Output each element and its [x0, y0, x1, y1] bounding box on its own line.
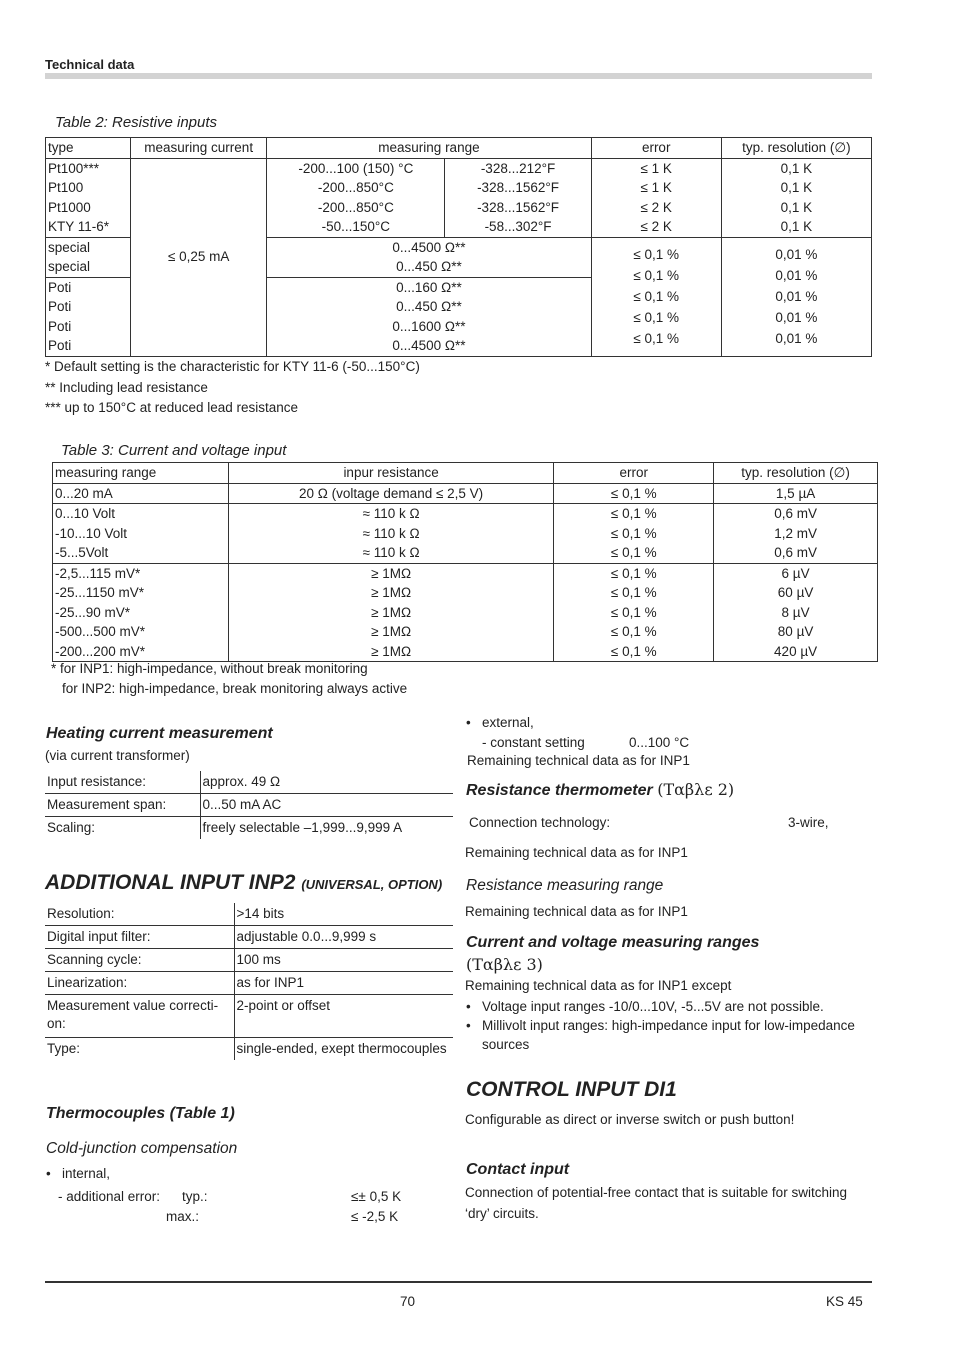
conn-value: 3-wire,	[788, 815, 829, 830]
t3-h-range: measuring range	[53, 463, 229, 484]
typ-label: typ.:	[182, 1189, 208, 1204]
external-bullet: • external,	[482, 713, 534, 732]
t3-cell: ≥ 1MΩ	[371, 624, 412, 639]
heating-row	[45, 771, 453, 794]
table3	[52, 462, 878, 662]
t3-cell: ≥ 1MΩ	[371, 585, 412, 600]
t2-range-poti	[267, 277, 591, 356]
t3-cell: ≤ 0,1 %	[610, 506, 657, 521]
inp2-row	[45, 949, 453, 972]
t2-res-cell: 0,01 %	[775, 289, 818, 304]
t2-current: ≤ 0,25 mA	[131, 158, 267, 356]
t2-error-cell: ≤ 1 K	[640, 160, 672, 176]
page-number: 70	[400, 1294, 416, 1309]
t2-range-c-cell: -200...850°C	[317, 180, 394, 195]
t2-res-cell: 0,01 %	[775, 247, 818, 262]
table3-note-2: for INP2: high-impedance, break monitoring always active	[62, 681, 408, 696]
t2-type: Poti	[48, 338, 72, 353]
kv-value: >14 bits	[234, 903, 453, 926]
heating-table	[45, 771, 453, 839]
t3-cell: ≈ 110 k Ω	[362, 506, 420, 521]
inp2-title-suffix: (UNIVERSAL, OPTION)	[301, 877, 443, 892]
kv-key: Scanning cycle:	[45, 949, 234, 972]
table3-note-1: * for INP1: high-impedance, without break monitoring	[51, 661, 368, 676]
t3-cell: -200...200 mV*	[55, 643, 146, 659]
t2-range-f-cell: -328...1562°F	[477, 199, 560, 215]
table3-row	[53, 563, 878, 662]
t3-group-cell	[53, 504, 229, 564]
di1-title: CONTROL INPUT DI1	[466, 1078, 677, 1101]
t3-cell: ≤ 0,1 %	[610, 545, 657, 560]
t2-range-ohm: 0...160 Ω**	[396, 279, 462, 295]
t2-range-f-cell: -328...212°F	[480, 160, 556, 176]
t3-cell: ≈ 110 k Ω	[362, 545, 420, 560]
t2-h-range: measuring range	[267, 138, 591, 159]
t2-error-ohm	[591, 237, 721, 356]
t2-h-resolution: typ. resolution (∅)	[721, 138, 871, 159]
add-error-label: - additional error:	[58, 1189, 161, 1204]
t2-range-c	[267, 158, 445, 237]
t2-res-cell: 0,01 %	[775, 331, 818, 346]
inp2-row	[45, 903, 453, 926]
inp2-title-text: ADDITIONAL INPUT INP2	[45, 871, 296, 894]
cv-bullet: • Millivolt input ranges: high-impedance input for low-impedance sources	[482, 1016, 874, 1054]
t3-cell: 6 µV	[781, 565, 810, 581]
t3-cell: ≤ 0,1 %	[610, 585, 657, 600]
t3-cell: -25...90 mV*	[55, 604, 131, 620]
table2-caption: Table 2: Resistive inputs	[55, 114, 218, 131]
kv-value: approx. 49 Ω	[200, 771, 453, 794]
t2-range-ohm: 0...450 Ω**	[396, 299, 462, 314]
t3-cell: ≤ 0,1 %	[610, 643, 657, 659]
kv-value: adjustable 0.0...9,999 s	[234, 926, 453, 949]
table3-caption: Table 3: Current and voltage input	[61, 442, 287, 459]
t2-note: * Default setting is the characteristic for KTY 11-6 (-50...150°C)	[45, 359, 420, 374]
t2-error-cell: ≤ 0,1 %	[633, 331, 680, 346]
rt-table-ref: (Ταβλε 2)	[657, 780, 735, 799]
inp2-row	[45, 995, 453, 1038]
kv-value: 0...50 mA AC	[200, 794, 453, 817]
kv-value: 2-point or offset	[234, 995, 453, 1038]
t3-cell: ≤ 0,1 %	[610, 624, 657, 639]
document-id: KS 45	[826, 1294, 863, 1309]
t3-cell: ≥ 1MΩ	[371, 565, 412, 581]
max-label: max.:	[166, 1209, 200, 1224]
t3-cell: ≥ 1MΩ	[371, 604, 412, 620]
t2-types-rtd	[46, 158, 131, 237]
t3-cell: 0,6 mV	[774, 545, 817, 560]
t3-cell: -25...1150 mV*	[55, 585, 145, 600]
t2-error-cell: ≤ 0,1 %	[633, 289, 680, 304]
heating-row	[45, 817, 453, 840]
table2	[45, 137, 872, 357]
kv-value: 100 ms	[234, 949, 453, 972]
kv-value: as for INP1	[234, 972, 453, 995]
t2-types-poti	[46, 277, 131, 356]
heating-row	[45, 794, 453, 817]
const-setting-label: - constant setting	[482, 735, 585, 750]
cv-title: Current and voltage measuring ranges	[466, 934, 760, 951]
header-rule	[45, 73, 872, 79]
rt-title	[466, 780, 734, 800]
t2-type: Poti	[48, 299, 72, 314]
t3-cell: 420 µV	[774, 643, 818, 659]
t2-error-cell: ≤ 0,1 %	[633, 310, 680, 325]
t2-type: KTY 11-6*	[48, 219, 110, 234]
t2-res-cell: 0,01 %	[775, 310, 818, 325]
t2-res-cell: 0,1 K	[780, 199, 813, 215]
t3-cell: 1,5 µA	[714, 483, 878, 504]
rt-title-text: Resistance thermometer	[466, 782, 653, 799]
t2-h-type: type	[46, 138, 131, 159]
t2-types-special	[46, 237, 131, 277]
t2-range-c-cell: -200...850°C	[317, 199, 394, 215]
t2-res-cell: 0,1 K	[780, 160, 813, 176]
t3-cell: 0...10 Volt	[55, 506, 116, 521]
kv-key: Linearization:	[45, 972, 234, 995]
t2-error-cell: ≤ 1 K	[640, 180, 672, 195]
inp2-row	[45, 972, 453, 995]
const-setting-value: 0...100 °C	[629, 735, 690, 750]
kv-key: Measurement value correcti-on:	[45, 995, 234, 1038]
t2-range-c-cell: -50...150°C	[321, 219, 391, 234]
inp2-table	[45, 903, 453, 1060]
thermo-title: Thermocouples (Table 1)	[46, 1105, 235, 1122]
t2-res-ohm	[721, 237, 871, 356]
di1-text: Configurable as direct or inverse switch or push button!	[465, 1112, 795, 1127]
table2-notes	[45, 357, 420, 419]
t2-res-cell: 0,01 %	[775, 268, 818, 283]
cv-table-ref: (Ταβλε 3)	[466, 955, 543, 974]
t2-note: ** Including lead resistance	[45, 379, 208, 395]
t3-cell: 0...20 mA	[53, 483, 229, 504]
heating-subtitle: (via current transformer)	[45, 748, 190, 763]
t2-range-f	[445, 158, 591, 237]
max-value: ≤ -2,5 K	[351, 1209, 399, 1224]
t2-type: special	[48, 259, 91, 274]
page-header-title: Technical data	[45, 57, 135, 72]
remaining-text: Remaining technical data as for INP1	[465, 904, 688, 919]
table2-header-row	[46, 138, 872, 159]
contact-text: Connection of potential-free contact that is suitable for switching ‘dry’ circuits.	[465, 1185, 847, 1221]
t2-res-cell: 0,1 K	[780, 180, 813, 195]
typ-value: ≤± 0,5 K	[351, 1189, 402, 1204]
kv-key: Input resistance:	[45, 771, 200, 794]
kv-key: Resolution:	[45, 903, 234, 926]
t2-type: Pt100***	[48, 160, 100, 176]
t3-cell: ≥ 1MΩ	[371, 643, 412, 659]
t2-error-cell: ≤ 0,1 %	[633, 268, 680, 283]
cjc-title: Cold-junction compensation	[46, 1140, 238, 1157]
t3-cell: 1,2 mV	[774, 525, 817, 541]
t3-group-cell	[53, 563, 229, 662]
table2-row	[46, 158, 872, 237]
t2-range-ohm: 0...450 Ω**	[396, 259, 462, 274]
table3-header-row	[53, 463, 878, 484]
t2-error-rtd	[591, 158, 721, 237]
inp2-title	[45, 871, 442, 895]
kv-key: Measurement span:	[45, 794, 200, 817]
kv-key: Scaling:	[45, 817, 200, 840]
t2-range-c-cell: -200...100 (150) °C	[298, 160, 414, 176]
t3-group-cell	[554, 563, 714, 662]
t2-range-ohm: 0...4500 Ω**	[392, 338, 466, 353]
t3-cell: -2,5...115 mV*	[55, 565, 141, 581]
remaining-text: Remaining technical data as for INP1	[467, 753, 690, 768]
t2-range-ohm: 0...4500 Ω**	[392, 239, 466, 255]
kv-value: single-ended, exept thermocouples	[234, 1038, 453, 1061]
t3-group-cell	[714, 504, 878, 564]
t3-h-resistance: inpur resistance	[228, 463, 554, 484]
footer-rule	[45, 1281, 872, 1283]
t2-range-f-cell: -58...302°F	[484, 219, 552, 234]
rmr-title: Resistance measuring range	[466, 877, 664, 894]
t2-range-ohm: 0...1600 Ω**	[392, 318, 466, 334]
t3-cell: ≤ 0,1 %	[610, 525, 657, 541]
t2-error-cell: ≤ 0,1 %	[633, 247, 680, 262]
t2-range-special	[267, 237, 591, 277]
t3-cell: 80 µV	[777, 624, 814, 639]
t2-error-cell: ≤ 2 K	[640, 199, 672, 215]
inp2-row	[45, 1038, 453, 1061]
table3-row	[53, 483, 878, 504]
inp2-row	[45, 926, 453, 949]
t2-type: Poti	[48, 279, 72, 295]
t3-group-cell	[228, 504, 554, 564]
t2-note: *** up to 150°C at reduced lead resistance	[45, 400, 299, 415]
cv-bullet: • Voltage input ranges -10/0...10V, -5...5V are not possible.	[482, 997, 872, 1016]
t3-cell: 20 Ω (voltage demand ≤ 2,5 V)	[228, 483, 554, 504]
table3-row	[53, 504, 878, 564]
t2-type: Pt100	[48, 180, 84, 195]
t2-type: Pt1000	[48, 199, 91, 215]
t3-cell: 0,6 mV	[774, 506, 817, 521]
kv-key: Type:	[47, 1041, 81, 1056]
t3-h-resolution: typ. resolution (∅)	[714, 463, 878, 484]
t2-error-cell: ≤ 2 K	[640, 219, 672, 234]
t3-cell: 8 µV	[781, 604, 810, 620]
contact-title: Contact input	[466, 1161, 570, 1178]
t2-type: special	[48, 239, 91, 255]
t3-cell: 60 µV	[777, 585, 814, 600]
t3-cell: ≈ 110 k Ω	[362, 525, 420, 541]
conn-label: Connection technology:	[469, 815, 611, 830]
t2-res-rtd	[721, 158, 871, 237]
t3-cell: ≤ 0,1 %	[610, 565, 657, 581]
t2-h-error: error	[591, 138, 721, 159]
remaining-text: Remaining technical data as for INP1	[465, 845, 688, 860]
heating-title: Heating current measurement	[46, 725, 273, 742]
t3-cell: -10...10 Volt	[55, 525, 128, 541]
kv-key: Digital input filter:	[45, 926, 234, 949]
t3-group-cell	[554, 504, 714, 564]
t3-cell: -500...500 mV*	[55, 624, 146, 639]
t2-res-cell: 0,1 K	[780, 219, 813, 234]
t2-type: Poti	[48, 318, 72, 334]
t3-group-cell	[714, 563, 878, 662]
t3-group-cell	[228, 563, 554, 662]
t3-cell: ≤ 0,1 %	[610, 604, 657, 620]
t2-h-current: measuring current	[131, 138, 267, 159]
remaining-text: Remaining technical data as for INP1 except	[465, 978, 732, 993]
t2-range-f-cell: -328...1562°F	[477, 180, 560, 195]
kv-value: freely selectable –1,999...9,999 A	[202, 820, 403, 835]
t3-cell: ≤ 0,1 %	[554, 483, 714, 504]
t3-cell: -5...5Volt	[55, 545, 109, 560]
t3-h-error: error	[554, 463, 714, 484]
internal-bullet: • internal,	[62, 1164, 110, 1183]
